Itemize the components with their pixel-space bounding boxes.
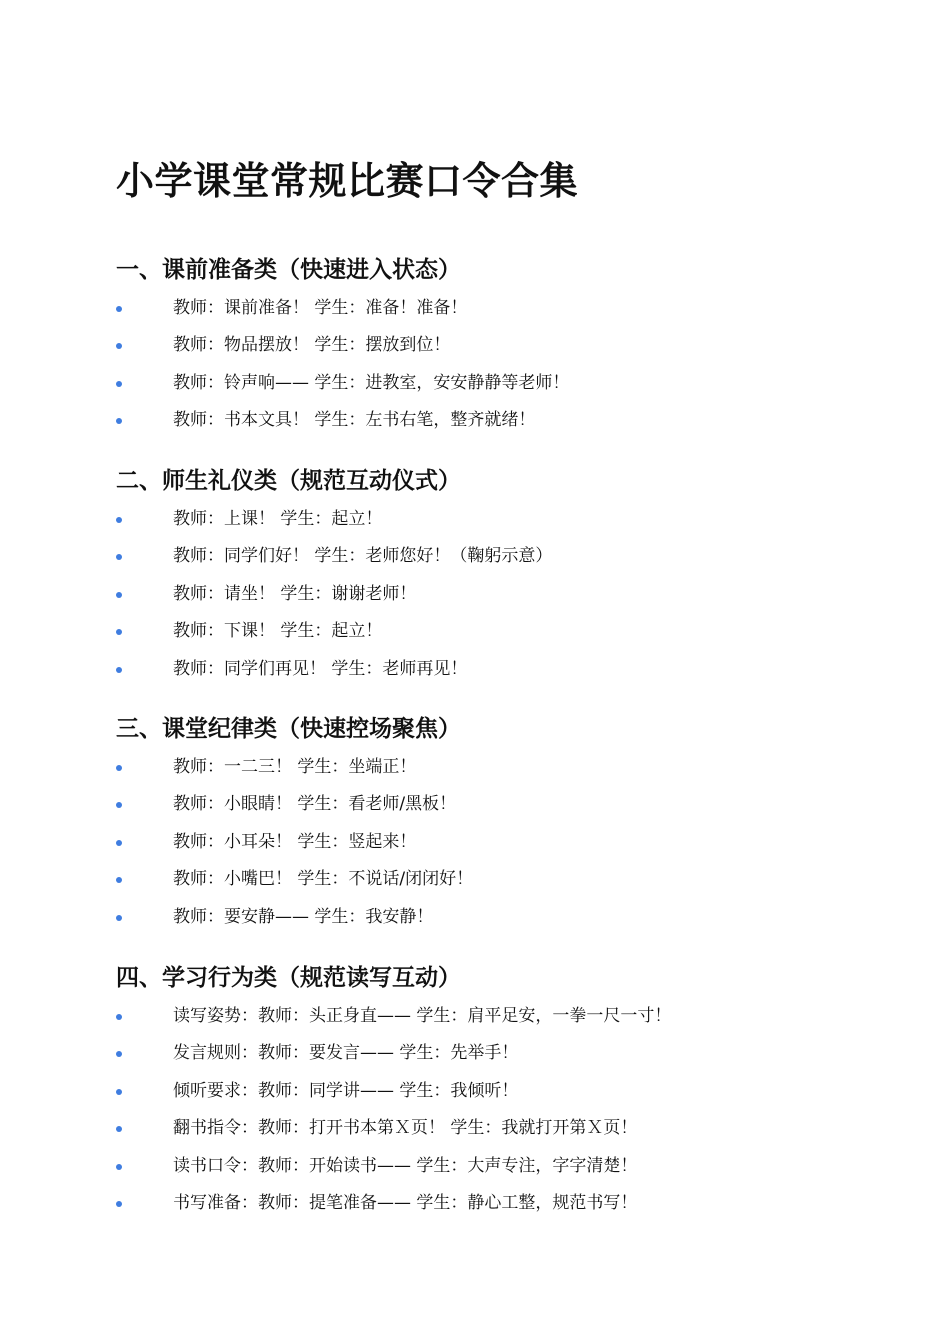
bullet-dot-icon [116, 343, 122, 349]
list-item [116, 904, 916, 941]
list-item [116, 829, 916, 866]
list-item [116, 791, 916, 828]
bullet-list [116, 506, 916, 693]
bullet-dot-icon [116, 667, 122, 673]
section-learning-behavior [116, 963, 916, 1227]
bullet-list [116, 295, 916, 445]
bullet-dot-icon [116, 1089, 122, 1095]
list-item-text: 教师：请坐！ 学生：谢谢老师！ [173, 583, 417, 604]
list-item-text: 教师：物品摆放！ 学生：摆放到位！ [173, 335, 451, 356]
list-item [116, 581, 916, 618]
bullet-dot-icon [116, 1201, 122, 1207]
section-heading: 三、课堂纪律类（快速控场聚焦） [116, 716, 461, 742]
bullet-dot-icon [116, 765, 122, 771]
list-item-text: 教师：小耳朵！ 学生：竖起来！ [173, 831, 417, 852]
section-heading: 二、师生礼仪类（规范互动仪式） [116, 468, 461, 494]
bullet-dot-icon [116, 877, 122, 883]
list-item [116, 332, 916, 369]
list-item [116, 656, 916, 693]
bullet-dot-icon [116, 1014, 122, 1020]
section-etiquette [116, 466, 916, 693]
list-item-text: 读书口令：教师：开始读书—— 学生：大声专注，字字清楚！ [173, 1155, 638, 1176]
list-item [116, 1115, 916, 1152]
list-item-text: 书写准备：教师：提笔准备—— 学生：静心工整，规范书写！ [173, 1192, 638, 1213]
bullet-dot-icon [116, 381, 122, 387]
bullet-dot-icon [116, 1164, 122, 1170]
list-item-text: 教师：小嘴巴！ 学生：不说话/闭闭好！ [173, 869, 474, 890]
list-item-text: 教师：下课！ 学生：起立！ [173, 621, 383, 642]
page-title: 小学课堂常规比赛口令合集 [116, 159, 579, 203]
list-item [116, 407, 916, 444]
bullet-dot-icon [116, 554, 122, 560]
list-item-text: 教师：同学们再见！ 学生：老师再见！ [173, 658, 468, 679]
list-item [116, 543, 916, 580]
list-item [116, 1190, 916, 1227]
bullet-dot-icon [116, 915, 122, 921]
bullet-dot-icon [116, 802, 122, 808]
list-item [116, 295, 916, 332]
bullet-dot-icon [116, 1051, 122, 1057]
list-item-text: 发言规则：教师：要发言—— 学生：先举手！ [173, 1043, 519, 1064]
list-item [116, 370, 916, 407]
list-item-text: 教师：书本文具！ 学生：左书右笔，整齐就绪！ [173, 410, 536, 431]
section-heading: 四、学习行为类（规范读写互动） [116, 965, 461, 991]
list-item-text: 倾听要求：教师：同学讲—— 学生：我倾听！ [173, 1080, 519, 1101]
section-discipline [116, 714, 916, 941]
bullet-dot-icon [116, 840, 122, 846]
section-heading: 一、课前准备类（快速进入状态） [116, 257, 461, 283]
list-item-text: 翻书指令：教师：打开书本第Ｘ页！ 学生：我就打开第Ｘ页！ [173, 1118, 638, 1139]
list-item [116, 1153, 916, 1190]
list-item-text: 教师：同学们好！ 学生：老师您好！（鞠躬示意） [173, 546, 553, 567]
list-item [116, 754, 916, 791]
list-item [116, 866, 916, 903]
bullet-dot-icon [116, 306, 122, 312]
list-item-text: 教师：一二三！ 学生：坐端正！ [173, 757, 417, 777]
bullet-dot-icon [116, 517, 122, 523]
bullet-list [116, 1003, 916, 1227]
list-item-text: 教师：小眼睛！ 学生：看老师/黑板！ [173, 794, 457, 815]
bullet-list [116, 754, 916, 941]
bullet-dot-icon [116, 629, 122, 635]
list-item-text: 读写姿势：教师：头正身直—— 学生：肩平足安，一拳一尺一寸！ [173, 1006, 672, 1026]
bullet-dot-icon [116, 1126, 122, 1132]
list-item-text: 教师：上课！ 学生：起立！ [173, 509, 383, 529]
section-preparation [116, 255, 916, 445]
list-item [116, 1003, 916, 1040]
list-item-text: 教师：要安静—— 学生：我安静！ [173, 906, 434, 927]
list-item [116, 1040, 916, 1077]
list-item [116, 618, 916, 655]
list-item-text: 教师：铃声响—— 学生：进教室，安安静静等老师！ [173, 372, 570, 393]
bullet-dot-icon [116, 418, 122, 424]
list-item-text: 教师：课前准备！ 学生：准备！准备！ [173, 298, 468, 318]
bullet-dot-icon [116, 592, 122, 598]
list-item [116, 1078, 916, 1115]
list-item [116, 506, 916, 543]
